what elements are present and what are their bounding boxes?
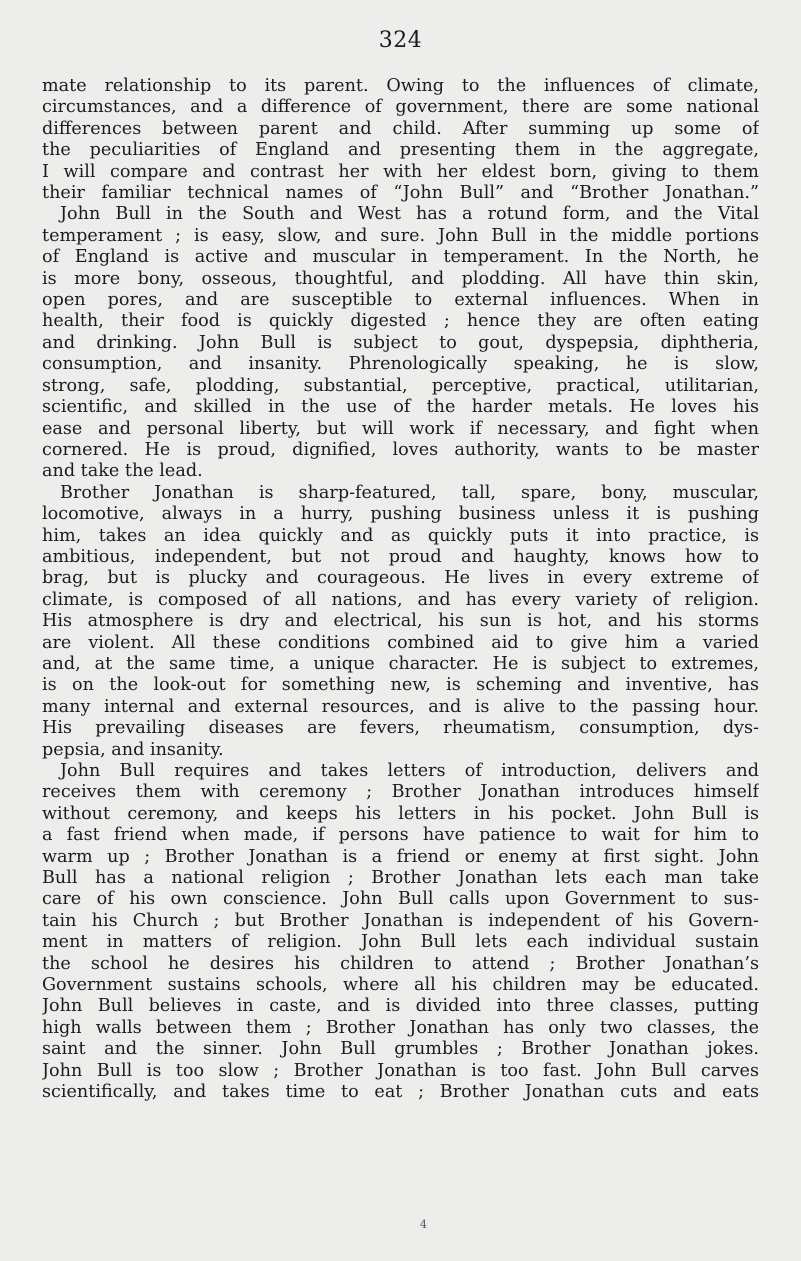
text-line: open pores, and are susceptible to external influences. When in	[42, 290, 759, 311]
text-line: Government sustains schools, where all his children may be educated.	[42, 975, 759, 996]
text-line: scientific, and skilled in the use of the harder metals. He loves his	[42, 397, 759, 418]
text-line: His atmosphere is dry and electrical, his sun is hot, and his storms	[42, 611, 759, 632]
text-line: strong, safe, plodding, substantial, perceptive, practical, utilitarian,	[42, 375, 759, 396]
text-line: health, their food is quickly digested ; hence they are often eating	[42, 311, 759, 332]
text-line: him, takes an idea quickly and as quickly puts it into practice, is	[42, 525, 759, 546]
text-line: the school he desires his children to attend ; Brother Jonathan’s	[42, 953, 759, 974]
text-line: tain his Church ; but Brother Jonathan is independent of his Govern-	[42, 910, 759, 931]
page-number: 324	[378, 28, 423, 53]
text-line: climate, is composed of all nations, and has every variety of religion.	[42, 589, 759, 610]
text-line: brag, but is plucky and courageous. He lives in every extreme of	[42, 568, 759, 589]
text-line: high walls between them ; Brother Jonathan has only two classes, the	[42, 1017, 759, 1038]
text-line: consumption, and insanity. Phrenologically speaking, he is slow,	[42, 354, 759, 375]
text-line: their familiar technical names of “John Bull” and “Brother Jonathan.”	[42, 183, 759, 204]
text-line: of England is active and muscular in temperament. In the North, he	[42, 247, 759, 268]
text-line: is on the look-out for something new, is scheming and inventive, has	[42, 675, 759, 696]
text-line: locomotive, always in a hurry, pushing business unless it is pushing	[42, 504, 759, 525]
text-line: without ceremony, and keeps his letters in his pocket. John Bull is	[42, 803, 759, 824]
text-line: circumstances, and a difference of government, there are some national	[42, 97, 759, 118]
text-line: saint and the sinner. John Bull grumbles ; Brother Jonathan jokes.	[42, 1039, 759, 1060]
text-line: John Bull believes in caste, and is divided into three classes, putting	[42, 996, 759, 1017]
text-line: and drinking. John Bull is subject to gout, dyspepsia, diphtheria,	[42, 332, 759, 353]
text-line: Bull has a national religion ; Brother Jonathan lets each man take	[42, 868, 759, 889]
text-line: is more bony, osseous, thoughtful, and plodding. All have thin skin,	[42, 268, 759, 289]
text-line: ambitious, independent, but not proud and haughty, knows how to	[42, 546, 759, 567]
text-line: His prevailing diseases are fevers, rheumatism, consumption, dys-	[42, 718, 759, 739]
text-line: temperament ; is easy, slow, and sure. John Bull in the middle portions	[42, 225, 759, 246]
text-line: the peculiarities of England and presenting them in the aggregate,	[42, 140, 759, 161]
text-line: receives them with ceremony ; Brother Jonathan introduces himself	[42, 782, 759, 803]
text-line: ment in matters of religion. John Bull lets each individual sustain	[42, 932, 759, 953]
text-line: differences between parent and child. After summing up some of	[42, 118, 759, 139]
text-line: John Bull in the South and West has a rotund form, and the Vital	[60, 204, 759, 225]
text-line: many internal and external resources, and is alive to the passing hour.	[42, 696, 759, 717]
text-line: are violent. All these conditions combined aid to give him a varied	[42, 632, 759, 653]
text-line: ease and personal liberty, but will work if necessary, and fight when	[42, 418, 759, 439]
text-line: John Bull requires and takes letters of introduction, delivers and	[60, 761, 759, 781]
text-line: pepsia, and insanity.	[42, 739, 224, 760]
body-text	[42, 76, 759, 1104]
text-line: mate relationship to its parent. Owing to the influences of climate,	[42, 76, 759, 96]
text-line: Brother Jonathan is sharp-featured, tall, spare, bony, muscular,	[60, 482, 759, 503]
footer-mark: 4	[420, 1218, 427, 1231]
text-line: scientifically, and takes time to eat ; Brother Jonathan cuts and eats	[42, 1082, 759, 1103]
text-line: John Bull is too slow ; Brother Jonathan is too fast. John Bull carves	[42, 1060, 759, 1081]
text-line: care of his own conscience. John Bull calls upon Government to sus-	[42, 889, 759, 910]
text-line: cornered. He is proud, dignified, loves authority, wants to be master	[42, 439, 759, 460]
text-line: and, at the same time, a unique character. He is subject to extremes,	[42, 653, 759, 674]
text-line: a fast friend when made, if persons have patience to wait for him to	[42, 825, 759, 846]
text-line: and take the lead.	[42, 461, 203, 482]
text-line: warm up ; Brother Jonathan is a friend or enemy at first sight. John	[42, 846, 759, 867]
text-line: I will compare and contrast her with her eldest born, giving to them	[42, 161, 759, 182]
